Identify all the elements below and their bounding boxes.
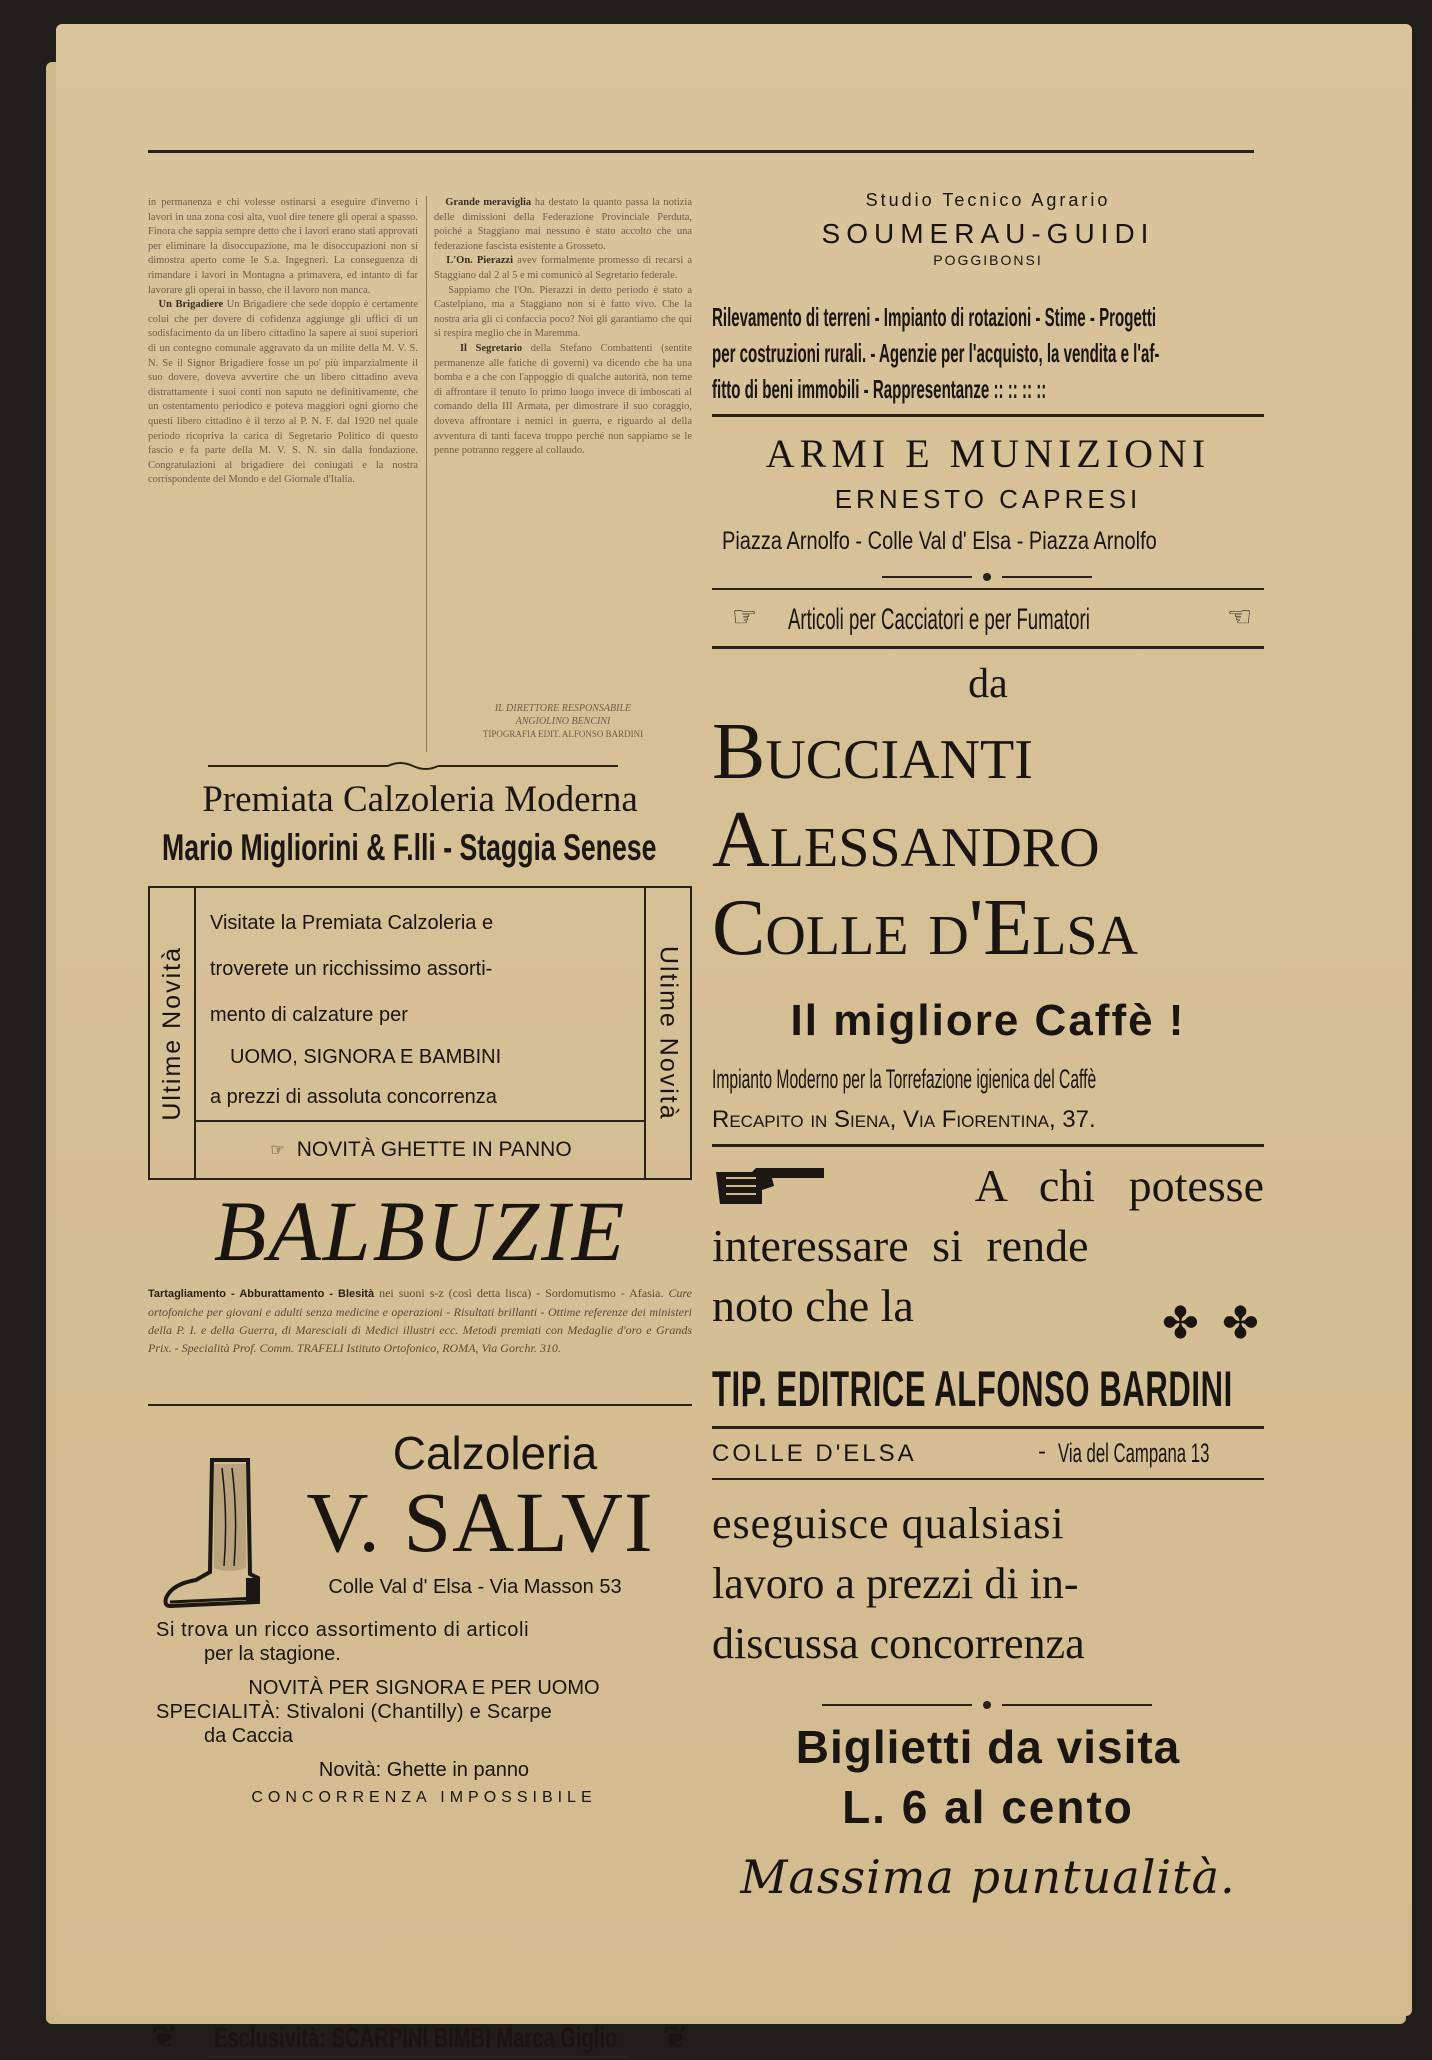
salvi-title: Calzoleria <box>392 1427 598 1479</box>
ornament-rule <box>822 1700 1152 1710</box>
news-paragraph: in permanenza e chi volesse ostinarsi a eseguire d'inverno i lavori in una zona così alta, vuol dire tenere gli operai a spasso. Finora che sappia sempre detto che i lavori erano stati approvati per eliminare la disoccupazione, ma le disoccupazioni non si dimostra aperto come le S.a. Ingegneri. La conseguenza di rimandare i lavori in Montagna a primavera, ed intanto di far lavorare gli operai in basso, che il lavoro non manca. <box>148 197 418 296</box>
ad-line: fitto di beni immobili - Rappresentanze :: :: :: :: <box>712 374 1047 404</box>
bardini-name-wrap <box>712 1360 1412 1418</box>
news-column-2 <box>434 196 692 716</box>
bardini-price: L. 6 al cento <box>842 1781 1134 1833</box>
calzoleria-moderna-title: Premiata Calzoleria Moderna <box>202 779 638 820</box>
salvi-address: Colle Val d' Elsa - Via Masson 53 <box>328 1576 622 1598</box>
news-paragraph: ha destato la quanto passa la notizia delle dimissioni della Federazione Provinciale Perduta, poiché a Staggiano mai nessuno è stato accolto che una federazione fascista esistente a Grosseto. <box>434 197 692 252</box>
section-rule <box>712 1478 1264 1480</box>
salvi-text <box>156 1618 692 1810</box>
section-rule <box>712 646 1264 649</box>
side-label-left-wrap <box>150 888 194 1178</box>
side-label-left: Ultime Novità <box>157 945 186 1121</box>
floral-ornament-icon: ❦ <box>662 2020 688 2055</box>
section-rule <box>712 1426 1264 1429</box>
ad-line: Si trova un ricco assortimento di articoli <box>156 1619 530 1641</box>
ad-line: Novità: Ghette in panno <box>318 1759 530 1781</box>
armi-footer <box>732 602 1252 638</box>
side-label-right: Ultime Novità <box>654 945 683 1121</box>
bardini-street: Via del Campana 13 <box>1058 1438 1210 1468</box>
news-paragraph: avev formalmente promesso di recarsi a Staggiano dal 2 al 5 e mi comunicò al Segretario federale. <box>434 255 692 281</box>
soumerau-name: SOUMERAU-GUIDI <box>821 218 1155 249</box>
bardini-address <box>712 1438 1264 1474</box>
ad-line: Impianto Moderno per la Torrefazione igienica del Caffè <box>712 1064 1097 1094</box>
armi-title: ARMI E MUNIZIONI <box>765 431 1211 476</box>
ad-line: CONCORRENZA IMPOSSIBILE <box>251 1789 597 1806</box>
buccianti-address: Recapito in Siena, Via Fiorentina, 37. <box>712 1106 1096 1133</box>
balbuzie-lead: Tartagliamento - Abburattamento - Blesità <box>148 1288 375 1300</box>
salvi-footer <box>148 2020 692 2060</box>
address-separator: - <box>1038 1438 1046 1465</box>
section-rule <box>712 588 1264 590</box>
ad-line: SPECIALITÀ: Stivaloni (Chantilly) e Scarpe <box>156 1701 553 1723</box>
top-rule <box>148 150 1254 153</box>
armi-address: Piazza Arnolfo - Colle Val d' Elsa - Piazza Arnolfo <box>722 527 1157 555</box>
bardini-intro-line: interessare si rende <box>712 1220 1089 1271</box>
calzoleria-moderna-text <box>210 900 630 1118</box>
pointing-hand-icon: ☞ <box>270 1142 285 1159</box>
box-divider-bottom <box>196 1120 646 1122</box>
pointing-hand-right-icon: ☞ <box>732 600 758 633</box>
ad-line: per costruzioni rurali. - Agenzie per l'acquisto, la vendita e l'af- <box>712 338 1160 368</box>
armi-footer-text-wrap <box>788 602 1388 637</box>
balbuzie-title: BALBUZIE <box>213 1183 627 1279</box>
buccianti-da: da <box>968 661 1008 707</box>
side-label-right-wrap <box>646 888 690 1178</box>
armi-name: ERNESTO CAPRESI <box>834 484 1142 514</box>
balbuzie-lead-2: nei suoni s-z (così detta lisca) - Sordomutismo - Afasia. <box>379 1286 664 1300</box>
signature-line: TIPOGRAFIA EDIT. ALFONSO BARDINI <box>482 729 644 739</box>
ad-line: Rilevamento di terreni - Impianto di rotazioni - Stime - Progetti <box>712 302 1157 332</box>
buccianti-line: Colle d'Elsa <box>712 884 1138 972</box>
buccianti-slogan: Il migliore Caffè ! <box>790 996 1186 1045</box>
ad-line: mento di calzature per <box>210 1004 408 1026</box>
bardini-name: TIP. EDITRICE ALFONSO BARDINI <box>712 1361 1233 1417</box>
ad-line: UOMO, SIGNORA E BAMBINI <box>230 1046 502 1068</box>
news-lead: Il Segretario <box>459 342 523 354</box>
bardini-tagline: Massima puntualità. <box>740 1850 1236 1904</box>
calzoleria-moderna-subtitle: Mario Migliorini & F.lli - Staggia Senese <box>162 827 657 868</box>
ad-line: NOVITÀ PER SIGNORA E PER UOMO <box>248 1677 600 1699</box>
floral-ornament-icon: ❦ <box>152 2020 178 2055</box>
ad-line: per la stagione. <box>204 1643 341 1665</box>
news-paragraph: Sappiamo che l'On. Pierazzi in detto periodo è stato a Castelpiano, ma a Staggiano non si è fatto vivo. Che la nostra aria gli ci confaccia poco? Noi gli garantiamo che qui si respira meglio che in Maremma. <box>434 284 692 340</box>
column-divider <box>426 196 427 752</box>
balbuzie-text <box>148 1284 692 1396</box>
ornament-rule <box>882 572 1092 582</box>
bardini-intro-line: A chi potesse <box>974 1160 1264 1211</box>
footer-text: NOVITÀ GHETTE IN PANNO <box>296 1138 572 1161</box>
ad-line: discussa concorrenza <box>712 1619 1085 1668</box>
soumerau-title: Studio Tecnico Agrario <box>865 190 1111 210</box>
bardini-city: COLLE D'ELSA <box>712 1440 917 1467</box>
signature-line: IL DIRETTORE RESPONSABILE <box>494 703 632 714</box>
clover-ornament-icon: ✤ <box>1162 1298 1199 1349</box>
buccianti-line: Alessandro <box>712 796 1100 884</box>
ad-line: troverete un ricchissimo assorti- <box>210 958 493 980</box>
signature-line: ANGIOLINO BENCINI <box>515 716 611 727</box>
buccianti-name <box>712 708 1264 972</box>
section-rule <box>148 1404 692 1406</box>
boot-icon <box>162 1456 272 1612</box>
balbuzie-body: Cure ortofoniche per giovani e adulti senza medicine e operazioni - Risultati brillanti - Ottime referenze dei ministeri della P. I. e della Guerra, di Maresciali di Medici illustri ecc. Metodi premiati con Medaglie d'oro e Grands Prix. - Specialità Prof. Comm. TRAFELI Istituto Ortofonico, ROMA, Via Gorchr. 310. <box>148 1286 692 1355</box>
buccianti-line: Buccianti <box>712 708 1033 796</box>
ad-line: Visitate la Premiata Calzoleria e <box>210 912 494 934</box>
footer-text: Articoli per Cacciatori e per Fumatori <box>788 603 1090 636</box>
soumerau-text <box>712 300 1264 408</box>
armi-address-wrap <box>722 526 1282 556</box>
pointing-hand-left-icon: ☞ <box>1226 600 1252 633</box>
bardini-cards: Biglietti da visita <box>795 1721 1181 1773</box>
footer-text: Esclusività: SCARPINI BIMBI Marca Giglio <box>214 2022 618 2053</box>
ad-line: da Caccia <box>204 1725 293 1747</box>
news-lead: Grande meraviglia <box>445 197 532 208</box>
clover-ornament-icon: ✤ <box>1222 1298 1259 1349</box>
soumerau-place: POGGIBONSI <box>933 252 1043 268</box>
ad-line: a prezzi di assoluta concorrenza <box>210 1086 497 1108</box>
calzoleria-moderna-footer <box>196 1126 646 1174</box>
news-signature <box>434 702 692 741</box>
salvi-name: V. SALVI <box>306 1474 654 1570</box>
buccianti-line4-wrap <box>712 1064 1264 1095</box>
news-paragraph: della Stefano Combattenti (sentite permanenze alle fatiche di governi) va dicendo che ha una bomba e a che con l'appoggio di qualche autorità, non teme di affrontare il tenuto lo primo luogo invece di imboscati al comando della III Armata, per dimostrare il suo coraggio, doveva affrontare i nemici in guerra, e riguardo al della avventura di tanti faceva troppo perché non sappiamo se le penne potranno reggere al collaudo. <box>434 342 692 457</box>
bardini-intro-line: noto che la <box>712 1280 914 1331</box>
bardini-street-wrap <box>1058 1438 1378 1469</box>
news-paragraph: Un Brigadiere che sede doppio è certamente colui che per dovere di cofidenza aggiunge gli uffici di un sodisfacimento da un libero cittadino la sapere ai suoi superiori di un contegno comunale aggravato da un milite della M. V. S. N. Se il Signor Brigadiere fosse un po' più imparzialmente il suo dovere, doveva avvertire che un libero cittadino aveva distrattamente i suoi conti non saputo ne definitivamente, che un ostentamento periodico e poteva maggiori ogni giorno che questi libero cittadino è il terzo al P. N. F. dal 1920 nel quale periodo ricopriva la carica di Segretario Politico di questo fascio e fa parte della M. V. S. N. sin dalla fondazione. Congratulazioni al brigadiere dei coniugati e la nostra corrispondente del Mondo e del Giornale d'Italia. <box>148 299 418 486</box>
ad-line: lavoro a prezzi di in- <box>712 1559 1079 1608</box>
ad-line: eseguisce qualsiasi <box>712 1499 1065 1548</box>
calzoleria-moderna-box <box>148 886 692 1180</box>
section-rule <box>712 414 1264 417</box>
section-rule <box>712 1144 1264 1147</box>
news-lead: L'On. Pierazzi <box>446 255 514 267</box>
footer-underline <box>208 2022 628 2058</box>
bardini-body <box>712 1494 1264 1674</box>
news-column-1 <box>148 196 418 756</box>
ornament-rule <box>208 760 618 772</box>
news-lead: Un Brigadiere <box>158 299 224 311</box>
